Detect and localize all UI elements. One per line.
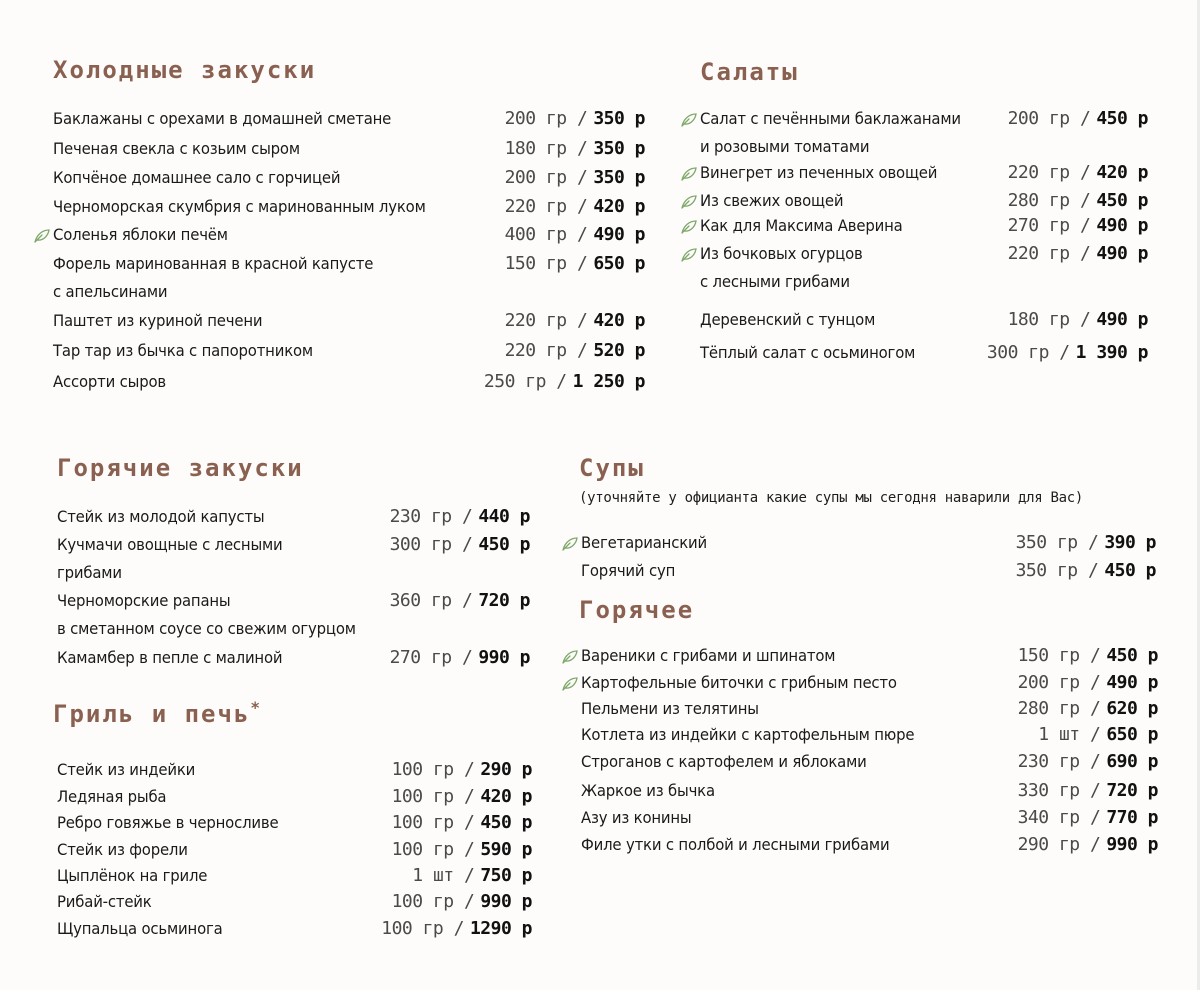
menu-item-weight: 270 гр: [1007, 215, 1070, 236]
menu-item-name-continued: с апельсинами: [53, 282, 168, 301]
menu-item: [31, 224, 645, 250]
menu-item-weight: 350 гр: [1015, 532, 1078, 553]
menu-item: [35, 865, 532, 891]
menu-item: [35, 839, 532, 865]
menu-item: [678, 243, 1148, 291]
menu-item-name: Стейк из индейки: [57, 760, 196, 779]
menu-item: [559, 834, 1158, 860]
menu-item-name: Черноморские рапаны: [57, 591, 231, 610]
menu-item-name: Ребро говяжье в черносливе: [57, 813, 279, 832]
menu-item-price: 650 р: [1106, 724, 1158, 745]
menu-item-weight: 280 гр: [1017, 698, 1080, 719]
menu-item-price-line: [390, 533, 530, 557]
menu-item-name: Картофельные биточки с грибным песто: [581, 673, 897, 692]
menu-item: [31, 253, 645, 301]
menu-item-name: Салат с печёнными баклажанами: [700, 109, 961, 128]
menu-item-price-line: [505, 223, 645, 247]
menu-item-price-line: [1018, 697, 1158, 721]
section-title-cold: Холодные закуски: [53, 56, 317, 84]
price-separator: /: [1079, 215, 1091, 236]
menu-item: [35, 590, 530, 638]
menu-item-price-line: [505, 166, 645, 190]
menu-item-price: 990 р: [478, 647, 530, 668]
menu-item-name: Вареники с грибами и шпинатом: [581, 646, 836, 665]
menu-item-price: 420 р: [593, 310, 645, 331]
menu-item: [35, 786, 532, 812]
menu-item-price: 650 р: [593, 253, 645, 274]
menu-item-price: 390 р: [1104, 532, 1156, 553]
menu-item-price-line: [390, 646, 530, 670]
menu-item-price: 590 р: [480, 839, 532, 860]
vegetarian-leaf-icon: [680, 194, 698, 210]
menu-item-price: 420 р: [480, 786, 532, 807]
menu-item: [31, 108, 645, 134]
menu-item-price: 770 р: [1106, 807, 1158, 828]
menu-item-name: Строганов с картофелем и яблоками: [581, 752, 867, 771]
menu-item-price: 450 р: [1096, 190, 1148, 211]
price-separator: /: [1079, 309, 1091, 330]
menu-item-price: 1290 р: [469, 918, 532, 939]
menu-item-name: Копчёное домашнее сало с горчицей: [53, 168, 341, 187]
menu-item-weight: 100 гр: [381, 918, 444, 939]
price-separator: /: [576, 196, 588, 217]
menu-item: [559, 724, 1158, 750]
menu-item-name: Печеная свекла с козьим сыром: [53, 139, 300, 158]
menu-item-name: Котлета из индейки с картофельным пюре: [581, 725, 915, 744]
price-separator: /: [461, 506, 473, 527]
section-title-grill: [53, 698, 262, 728]
menu-item-price-line: [1018, 671, 1158, 695]
menu-item-price-line: [1018, 833, 1158, 857]
price-separator: /: [1079, 190, 1091, 211]
menu-item-name: Рибай-стейк: [57, 892, 152, 911]
menu-item-weight: 200 гр: [504, 108, 567, 129]
menu-item-price-line: [1016, 531, 1156, 555]
menu-item-price: 490 р: [593, 224, 645, 245]
price-separator: /: [576, 253, 588, 274]
menu-item-price-line: [392, 758, 532, 782]
menu-item: [31, 167, 645, 193]
menu-item-price-line: [505, 309, 645, 333]
menu-item-price-line: [1016, 559, 1156, 583]
price-separator: /: [576, 108, 588, 129]
menu-item-price: 490 р: [1106, 672, 1158, 693]
menu-item-price-line: [505, 195, 645, 219]
menu-item-price-line: [484, 370, 645, 394]
menu-item-weight: 180 гр: [1007, 309, 1070, 330]
section-title-salads: Салаты: [700, 58, 799, 86]
menu-item-weight: 220 гр: [1007, 243, 1070, 264]
grill-title-footnote-mark: *: [250, 698, 263, 717]
price-separator: /: [1087, 560, 1099, 581]
grill-title-text: Гриль и печь: [53, 700, 251, 728]
menu-item-price-line: [1008, 214, 1148, 238]
menu-item-weight: 400 гр: [504, 224, 567, 245]
menu-item: [35, 534, 530, 582]
price-separator: /: [576, 167, 588, 188]
menu-item-weight: 1 шт: [412, 865, 454, 886]
menu-item: [31, 371, 645, 397]
menu-item: [559, 645, 1158, 671]
menu-item: [31, 196, 645, 222]
menu-item-weight: 150 гр: [1017, 645, 1080, 666]
menu-item-name: Кучмачи овощные с лесными: [57, 535, 283, 554]
menu-item-weight: 220 гр: [504, 340, 567, 361]
menu-item-price: 450 р: [1106, 645, 1158, 666]
price-separator: /: [463, 812, 475, 833]
menu-item: [678, 342, 1148, 368]
price-separator: /: [1079, 162, 1091, 183]
menu-item-weight: 100 гр: [391, 812, 454, 833]
menu-item-price: 450 р: [1104, 560, 1156, 581]
menu-item: [678, 215, 1148, 241]
menu-item-price: 350 р: [593, 167, 645, 188]
menu-item: [559, 698, 1158, 724]
menu-item-price-line: [392, 838, 532, 862]
menu-item-name: Из бочковых огурцов: [700, 244, 863, 263]
price-separator: /: [1089, 780, 1101, 801]
menu-item-name: Азу из конины: [581, 808, 692, 827]
section-title-soups: Супы: [579, 454, 645, 482]
menu-item-name-continued: с лесными грибами: [700, 272, 850, 291]
price-separator: /: [1089, 751, 1101, 772]
menu-item-price: 750 р: [480, 865, 532, 886]
menu-item-price-line: [392, 785, 532, 809]
price-separator: /: [1089, 724, 1101, 745]
price-separator: /: [1087, 532, 1099, 553]
menu-item-name-continued: и розовыми томатами: [700, 137, 870, 156]
vegetarian-leaf-icon: [680, 166, 698, 182]
vegetarian-leaf-icon: [33, 228, 51, 244]
menu-item: [559, 751, 1158, 777]
menu-item-price: 420 р: [593, 196, 645, 217]
menu-item-name: Винегрет из печенных овощей: [700, 163, 938, 182]
menu-item-weight: 330 гр: [1017, 780, 1080, 801]
menu-item-price-line: [505, 252, 645, 276]
menu-item-price: 420 р: [1096, 162, 1148, 183]
menu-item-weight: 200 гр: [1007, 108, 1070, 129]
menu-item-weight: 180 гр: [504, 138, 567, 159]
menu-item: [31, 138, 645, 164]
menu-item-name: Стейк из форели: [57, 840, 188, 859]
menu-item-weight: 230 гр: [1017, 751, 1080, 772]
menu-item: [559, 560, 1156, 586]
vegetarian-leaf-icon: [561, 536, 579, 552]
menu-item-price: 520 р: [593, 340, 645, 361]
menu-item: [35, 506, 530, 532]
price-separator: /: [1079, 243, 1091, 264]
soups-note: (уточняйте у официанта какие супы мы сегодня наварили для Вас): [579, 490, 1083, 506]
menu-item-price-line: [1008, 308, 1148, 332]
menu-item-name: Горячий суп: [581, 561, 676, 580]
menu-item-weight: 220 гр: [504, 196, 567, 217]
menu-item-weight: 230 гр: [389, 506, 452, 527]
price-separator: /: [461, 590, 473, 611]
price-separator: /: [1089, 834, 1101, 855]
vegetarian-leaf-icon: [680, 247, 698, 263]
menu-item-price-line: [1038, 723, 1158, 747]
menu-item-weight: 220 гр: [504, 310, 567, 331]
price-separator: /: [576, 138, 588, 159]
menu-item-name-continued: в сметанном соусе со свежим огурцом: [57, 619, 356, 638]
price-separator: /: [453, 918, 464, 939]
price-separator: /: [461, 647, 473, 668]
price-separator: /: [576, 224, 588, 245]
menu-item-price-line: [1018, 644, 1158, 668]
menu-item-weight: 1 шт: [1038, 724, 1080, 745]
vegetarian-leaf-icon: [680, 219, 698, 235]
menu-item-price-line: [1018, 806, 1158, 830]
menu-item-price: 620 р: [1106, 698, 1158, 719]
menu-item-weight: 270 гр: [389, 647, 452, 668]
menu-item-name: Деревенский с тунцом: [700, 310, 876, 329]
menu-item-name: Пельмени из телятины: [581, 699, 759, 718]
menu-item-weight: 200 гр: [504, 167, 567, 188]
menu-item: [559, 532, 1156, 558]
menu-item: [35, 812, 532, 838]
menu-item-name: Щупальца осьминога: [57, 919, 223, 938]
menu-item-name: Камамбер в пепле с малиной: [57, 648, 283, 667]
price-separator: /: [1079, 108, 1091, 129]
menu-item: [35, 891, 532, 917]
menu-item: [35, 918, 532, 944]
menu-item-weight: 220 гр: [1007, 162, 1070, 183]
menu-item-price-line: [390, 589, 530, 613]
price-separator: /: [1059, 342, 1070, 363]
menu-item-weight: 360 гр: [389, 590, 452, 611]
menu-item-weight: 100 гр: [391, 786, 454, 807]
menu-item-price: 490 р: [1096, 215, 1148, 236]
menu-item-weight: 350 гр: [1015, 560, 1078, 581]
menu-item-price-line: [392, 890, 532, 914]
menu-item-price: 290 р: [480, 759, 532, 780]
menu-item-price-line: [392, 811, 532, 835]
menu-item: [678, 108, 1148, 156]
price-separator: /: [1089, 698, 1101, 719]
section-title-hot-starters: Горячие закуски: [57, 454, 304, 482]
menu-item-price-line: [1008, 161, 1148, 185]
menu-item-price-line: [1018, 750, 1158, 774]
menu-item-weight: 100 гр: [391, 839, 454, 860]
menu-item-weight: 300 гр: [986, 342, 1049, 363]
menu-item-name: Форель маринованная в красной капусте: [53, 254, 374, 273]
menu-item-name: Стейк из молодой капусты: [57, 507, 265, 526]
price-separator: /: [463, 891, 475, 912]
menu-item-name: Вегетарианский: [581, 533, 708, 552]
menu-item-weight: 250 гр: [483, 371, 546, 392]
menu-item-weight: 280 гр: [1007, 190, 1070, 211]
menu-item-price-line: [412, 864, 532, 888]
menu-item-weight: 150 гр: [504, 253, 567, 274]
menu-item-weight: 290 гр: [1017, 834, 1080, 855]
menu-item-price: 450 р: [1096, 108, 1148, 129]
menu-item-name: Филе утки с полбой и лесными грибами: [581, 835, 890, 854]
menu-item: [31, 340, 645, 366]
menu-item-price: 350 р: [593, 138, 645, 159]
price-separator: /: [576, 340, 588, 361]
menu-item-price: 990 р: [480, 891, 532, 912]
menu-item-price-line: [505, 107, 645, 131]
menu-item-price: 1 390 р: [1075, 342, 1148, 363]
menu-item-price-line: [1018, 779, 1158, 803]
menu-item: [559, 672, 1158, 698]
price-separator: /: [463, 786, 475, 807]
menu-item: [35, 759, 532, 785]
price-separator: /: [463, 865, 475, 886]
menu-item-price-line: [1008, 189, 1148, 213]
menu-item-price-line: [987, 341, 1148, 365]
vegetarian-leaf-icon: [561, 676, 579, 692]
menu-item: [559, 807, 1158, 833]
menu-item-price-line: [1008, 107, 1148, 131]
price-separator: /: [1089, 807, 1101, 828]
menu-item-name: Черноморская скумбрия с маринованным луком: [53, 197, 426, 216]
menu-item-price: 440 р: [478, 506, 530, 527]
menu-item-name: Тар тар из бычка с папоротником: [53, 341, 313, 360]
menu-item-price-line: [390, 505, 530, 529]
menu-item-price: 720 р: [478, 590, 530, 611]
price-separator: /: [576, 310, 588, 331]
menu-item-name: Цыплёнок на гриле: [57, 866, 208, 885]
price-separator: /: [556, 371, 567, 392]
menu-item-price: 990 р: [1106, 834, 1158, 855]
menu-item-name: Из свежих овощей: [700, 191, 844, 210]
menu-item-name: Ассорти сыров: [53, 372, 166, 391]
vegetarian-leaf-icon: [561, 649, 579, 665]
menu-item-weight: 100 гр: [391, 759, 454, 780]
menu-item: [559, 780, 1158, 806]
menu-item-price: 450 р: [478, 534, 530, 555]
menu-item-name: Жаркое из бычка: [581, 781, 715, 800]
section-title-mains: Горячее: [579, 596, 695, 624]
menu-item-price: 490 р: [1096, 243, 1148, 264]
menu-item-weight: 340 гр: [1017, 807, 1080, 828]
menu-item-price: 450 р: [480, 812, 532, 833]
menu-item-name: Баклажаны с орехами в домашней сметане: [53, 109, 392, 128]
menu-item: [35, 647, 530, 673]
menu-item-price: 1 250 р: [572, 371, 645, 392]
menu-item-price-line: [381, 917, 532, 941]
menu-item-price-line: [505, 339, 645, 363]
menu-item: [678, 190, 1148, 216]
price-separator: /: [463, 759, 475, 780]
menu-item-name-continued: грибами: [57, 563, 122, 582]
menu-item-price-line: [1008, 242, 1148, 266]
menu-item-weight: 100 гр: [391, 891, 454, 912]
menu-item-name: Тёплый салат с осьминогом: [700, 343, 916, 362]
menu-item-name: Соленья яблоки печём: [53, 225, 228, 244]
price-separator: /: [461, 534, 473, 555]
menu-item-name: Паштет из куриной печени: [53, 311, 263, 330]
menu-item: [678, 309, 1148, 335]
menu-item-price: 720 р: [1106, 780, 1158, 801]
menu-item: [678, 162, 1148, 188]
menu-item-price: 350 р: [593, 108, 645, 129]
menu-item-name: Как для Максима Аверина: [700, 216, 903, 235]
menu-item-price: 690 р: [1106, 751, 1158, 772]
menu-item-price-line: [505, 137, 645, 161]
menu-item-price: 490 р: [1096, 309, 1148, 330]
menu-item-weight: 200 гр: [1017, 672, 1080, 693]
price-separator: /: [463, 839, 475, 860]
menu-item: [31, 310, 645, 336]
vegetarian-leaf-icon: [680, 112, 698, 128]
menu-item-weight: 300 гр: [389, 534, 452, 555]
price-separator: /: [1089, 672, 1101, 693]
menu-item-name: Ледяная рыба: [57, 787, 167, 806]
price-separator: /: [1089, 645, 1101, 666]
